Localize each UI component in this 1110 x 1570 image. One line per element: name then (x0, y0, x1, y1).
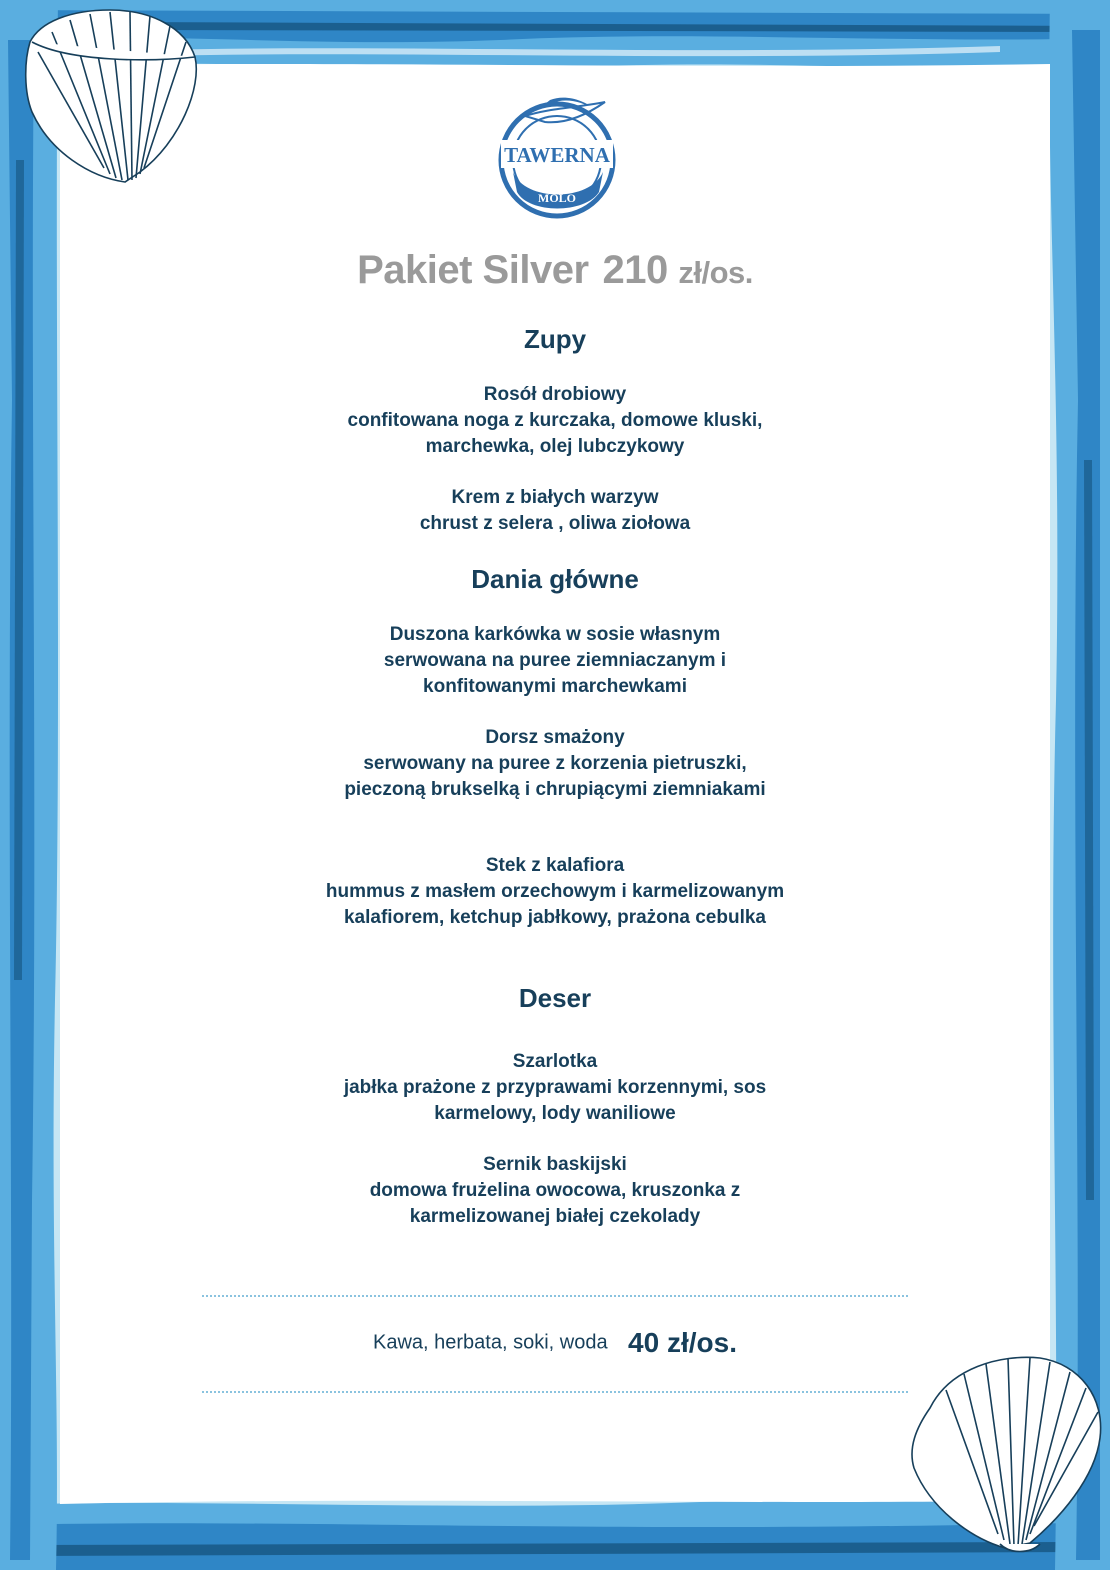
svg-text:MOLO: MOLO (538, 191, 576, 205)
dish-name: Krem z białych warzyw (451, 487, 659, 508)
dish-description: jabłka prażone z przyprawami korzennymi, sos karmelowy, lody waniliowe (343, 1077, 767, 1124)
dish-item (200, 485, 910, 537)
dish-name: Dorsz smażony (485, 727, 625, 748)
drinks-label: Kawa, herbata, soki, woda (373, 1331, 608, 1354)
dish-name: Szarlotka (512, 1051, 598, 1072)
tawerna-molo-logo-icon (495, 82, 625, 227)
drinks-row (200, 1327, 910, 1359)
divider (202, 1295, 908, 1297)
dish-description: chrust z selera , oliwa ziołowa (419, 513, 691, 534)
dish-name: Sernik baskijski (483, 1154, 627, 1175)
package-name: Pakiet Silver (357, 248, 589, 292)
section-title-soups: Zupy (523, 324, 587, 354)
dish-name: Duszona karkówka w sosie własnym (389, 624, 721, 645)
drinks-price: 40 zł/os. (628, 1327, 737, 1358)
dish-item (200, 1049, 910, 1127)
dish-item (200, 725, 910, 803)
seashell-icon (900, 1348, 1108, 1556)
dish-name: Rosół drobiowy (483, 384, 627, 405)
dish-name: Stek z kalafiora (485, 855, 625, 876)
dish-item (200, 382, 910, 460)
section-title-dessert: Deser (518, 983, 592, 1013)
dish-description: hummus z masłem orzechowym i karmelizowanym kalafiorem, ketchup jabłkowy, prażona cebulka (325, 881, 785, 928)
package-title (200, 248, 910, 293)
dish-description: serwowany na puree z korzenia pietruszki, pieczoną brukselką i chrupiącymi ziemniakami (344, 753, 766, 800)
dish-item (200, 622, 910, 700)
dish-item (200, 1152, 910, 1230)
svg-text:TAWERNA: TAWERNA (504, 143, 610, 167)
dish-item (200, 853, 910, 931)
dish-description: domowa frużelina owocowa, kruszonka z karmelizowanej białej czekolady (369, 1180, 741, 1227)
dish-description: confitowana noga z kurczaka, domowe kluski, marchewka, olej lubczykowy (347, 410, 763, 457)
seashell-icon (10, 2, 205, 187)
package-unit: zł/os. (678, 255, 753, 290)
divider (202, 1391, 908, 1393)
section-title-main-courses: Dania główne (471, 564, 639, 594)
dish-description: serwowana na puree ziemniaczanym i konfitowanymi marchewkami (383, 650, 727, 697)
package-price: 210 (602, 248, 668, 292)
menu-card (200, 0, 910, 1570)
